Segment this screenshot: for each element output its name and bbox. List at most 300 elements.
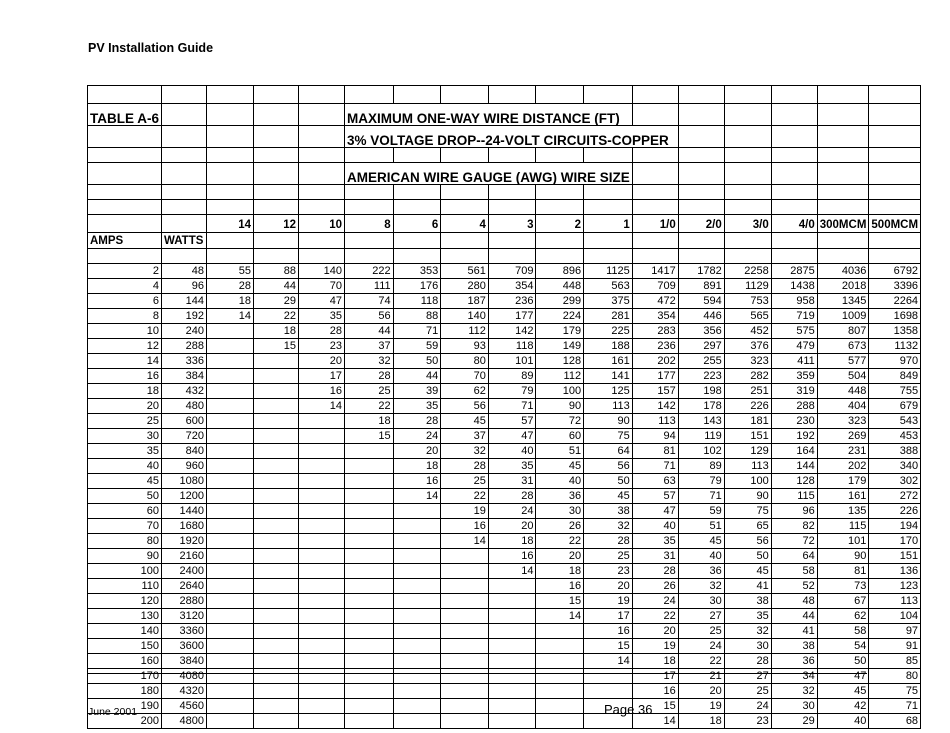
distance-cell <box>207 669 254 684</box>
distance-cell: 71 <box>869 699 921 714</box>
table-row <box>88 699 921 714</box>
distance-cell: 80 <box>441 354 489 369</box>
distance-cell: 22 <box>345 399 394 414</box>
distance-cell <box>207 414 254 429</box>
distance-cell: 29 <box>254 294 299 309</box>
distance-cell: 251 <box>724 384 771 399</box>
table-row <box>88 369 921 384</box>
gauge-header-row <box>88 215 921 233</box>
distance-cell: 179 <box>817 474 869 489</box>
distance-cell: 56 <box>345 309 394 324</box>
distance-cell: 452 <box>724 324 771 339</box>
distance-cell: 112 <box>536 369 584 384</box>
gauge-header-cell: 4 <box>441 215 489 233</box>
distance-cell <box>488 714 536 729</box>
distance-cell <box>254 399 299 414</box>
watts-cell: 96 <box>162 279 207 294</box>
distance-cell <box>488 699 536 714</box>
distance-cell: 97 <box>869 624 921 639</box>
distance-cell: 45 <box>536 459 584 474</box>
distance-cell: 47 <box>817 669 869 684</box>
distance-cell: 119 <box>678 429 724 444</box>
distance-cell <box>393 519 441 534</box>
distance-cell <box>345 474 394 489</box>
document-header: PV Installation Guide <box>88 41 214 55</box>
distance-cell: 28 <box>724 654 771 669</box>
distance-cell <box>441 639 489 654</box>
distance-cell <box>299 684 345 699</box>
distance-cell: 56 <box>441 399 489 414</box>
distance-cell: 54 <box>817 639 869 654</box>
distance-cell <box>207 339 254 354</box>
distance-cell <box>207 444 254 459</box>
distance-cell: 22 <box>536 534 584 549</box>
table-subtitle: 3% VOLTAGE DROP--24-VOLT CIRCUITS-COPPER <box>345 126 679 148</box>
distance-cell <box>254 354 299 369</box>
amps-cell: 100 <box>88 564 162 579</box>
watts-cell: 1440 <box>162 504 207 519</box>
table-row <box>88 594 921 609</box>
watts-cell: 4560 <box>162 699 207 714</box>
distance-cell: 32 <box>678 579 724 594</box>
distance-cell: 143 <box>678 414 724 429</box>
distance-cell: 118 <box>488 339 536 354</box>
distance-cell: 24 <box>632 594 678 609</box>
distance-cell: 88 <box>393 309 441 324</box>
table-row <box>88 549 921 564</box>
distance-cell: 283 <box>632 324 678 339</box>
distance-cell: 140 <box>441 309 489 324</box>
distance-cell: 281 <box>584 309 633 324</box>
table-row <box>88 624 921 639</box>
gauge-header-cell: 2/0 <box>678 215 724 233</box>
distance-cell: 111 <box>345 279 394 294</box>
distance-cell: 115 <box>817 519 869 534</box>
distance-cell <box>345 564 394 579</box>
amps-cell: 110 <box>88 579 162 594</box>
distance-cell: 27 <box>678 609 724 624</box>
distance-cell: 178 <box>678 399 724 414</box>
distance-cell: 202 <box>817 459 869 474</box>
distance-cell: 142 <box>632 399 678 414</box>
distance-cell <box>393 669 441 684</box>
table-row <box>88 579 921 594</box>
table-title: MAXIMUM ONE-WAY WIRE DISTANCE (FT) <box>345 104 633 126</box>
distance-cell <box>584 669 633 684</box>
distance-cell: 141 <box>584 369 633 384</box>
distance-cell <box>345 549 394 564</box>
distance-cell: 479 <box>771 339 817 354</box>
amps-header: AMPS <box>88 233 162 249</box>
distance-cell: 80 <box>869 669 921 684</box>
distance-cell: 170 <box>869 534 921 549</box>
distance-cell: 36 <box>771 654 817 669</box>
distance-cell: 37 <box>441 429 489 444</box>
distance-cell: 472 <box>632 294 678 309</box>
distance-cell: 128 <box>536 354 584 369</box>
distance-cell <box>254 534 299 549</box>
distance-cell: 22 <box>441 489 489 504</box>
distance-cell <box>254 414 299 429</box>
distance-cell: 81 <box>817 564 869 579</box>
distance-cell: 15 <box>584 639 633 654</box>
amps-cell: 40 <box>88 459 162 474</box>
distance-cell: 74 <box>345 294 394 309</box>
gauge-header-cell: 2 <box>536 215 584 233</box>
distance-cell <box>254 549 299 564</box>
distance-cell: 24 <box>488 504 536 519</box>
distance-cell: 25 <box>724 684 771 699</box>
gauge-header-cell: 1 <box>584 215 633 233</box>
distance-cell: 446 <box>678 309 724 324</box>
distance-cell <box>254 624 299 639</box>
distance-cell: 118 <box>393 294 441 309</box>
watts-cell: 288 <box>162 339 207 354</box>
distance-cell: 282 <box>724 369 771 384</box>
distance-cell: 179 <box>536 324 584 339</box>
watts-cell: 720 <box>162 429 207 444</box>
distance-cell: 18 <box>678 714 724 729</box>
distance-cell: 37 <box>345 339 394 354</box>
watts-cell: 3840 <box>162 654 207 669</box>
distance-cell <box>345 684 394 699</box>
distance-cell: 94 <box>632 429 678 444</box>
distance-cell: 35 <box>632 534 678 549</box>
distance-cell: 28 <box>299 324 345 339</box>
table-row <box>88 639 921 654</box>
distance-cell: 59 <box>678 504 724 519</box>
table-row <box>88 324 921 339</box>
distance-cell <box>254 579 299 594</box>
distance-cell <box>536 654 584 669</box>
distance-cell: 71 <box>678 489 724 504</box>
distance-cell <box>254 489 299 504</box>
distance-cell: 20 <box>299 354 345 369</box>
distance-cell: 187 <box>441 294 489 309</box>
distance-cell: 323 <box>817 414 869 429</box>
distance-cell <box>299 549 345 564</box>
distance-cell: 51 <box>536 444 584 459</box>
distance-cell: 359 <box>771 369 817 384</box>
distance-cell: 40 <box>632 519 678 534</box>
distance-cell: 45 <box>678 534 724 549</box>
distance-cell: 68 <box>869 714 921 729</box>
distance-cell: 21 <box>678 669 724 684</box>
amps-cell: 10 <box>88 324 162 339</box>
distance-cell: 93 <box>441 339 489 354</box>
distance-cell: 81 <box>632 444 678 459</box>
distance-cell: 45 <box>584 489 633 504</box>
distance-cell: 40 <box>536 474 584 489</box>
distance-cell: 50 <box>584 474 633 489</box>
distance-cell: 411 <box>771 354 817 369</box>
distance-cell: 71 <box>393 324 441 339</box>
distance-cell: 16 <box>393 474 441 489</box>
distance-cell: 2018 <box>817 279 869 294</box>
amps-cell: 50 <box>88 489 162 504</box>
distance-cell <box>393 699 441 714</box>
distance-cell: 19 <box>441 504 489 519</box>
distance-cell: 14 <box>393 489 441 504</box>
distance-cell: 255 <box>678 354 724 369</box>
watts-cell: 1200 <box>162 489 207 504</box>
table-row <box>88 429 921 444</box>
distance-cell: 96 <box>771 504 817 519</box>
distance-cell <box>441 609 489 624</box>
distance-cell: 563 <box>584 279 633 294</box>
distance-cell: 18 <box>488 534 536 549</box>
distance-cell: 453 <box>869 429 921 444</box>
distance-cell: 719 <box>771 309 817 324</box>
distance-cell <box>207 534 254 549</box>
distance-cell: 50 <box>724 549 771 564</box>
distance-cell: 18 <box>254 324 299 339</box>
distance-cell <box>488 639 536 654</box>
distance-cell: 16 <box>536 579 584 594</box>
amps-cell: 30 <box>88 429 162 444</box>
distance-cell <box>488 654 536 669</box>
distance-cell: 6792 <box>869 264 921 279</box>
distance-cell: 14 <box>299 399 345 414</box>
distance-cell: 128 <box>771 474 817 489</box>
distance-cell: 72 <box>536 414 584 429</box>
distance-cell <box>345 714 394 729</box>
distance-cell: 36 <box>536 489 584 504</box>
distance-cell <box>345 459 394 474</box>
distance-cell: 100 <box>724 474 771 489</box>
distance-cell: 22 <box>678 654 724 669</box>
distance-cell: 28 <box>584 534 633 549</box>
footer-date: June 2001 <box>88 706 138 718</box>
distance-cell <box>207 579 254 594</box>
distance-cell: 1358 <box>869 324 921 339</box>
distance-cell: 91 <box>869 639 921 654</box>
distance-cell: 17 <box>299 369 345 384</box>
distance-cell: 44 <box>393 369 441 384</box>
distance-cell: 25 <box>584 549 633 564</box>
distance-cell <box>299 654 345 669</box>
distance-cell: 32 <box>584 519 633 534</box>
distance-cell: 20 <box>393 444 441 459</box>
distance-cell: 70 <box>299 279 345 294</box>
distance-cell: 755 <box>869 384 921 399</box>
distance-cell <box>393 579 441 594</box>
amps-cell: 60 <box>88 504 162 519</box>
distance-cell: 142 <box>488 324 536 339</box>
distance-cell: 35 <box>724 609 771 624</box>
distance-cell: 85 <box>869 654 921 669</box>
table-row <box>88 294 921 309</box>
distance-cell <box>254 714 299 729</box>
table-row <box>88 504 921 519</box>
distance-cell <box>207 714 254 729</box>
distance-cell <box>207 549 254 564</box>
distance-cell: 354 <box>632 309 678 324</box>
distance-cell: 231 <box>817 444 869 459</box>
distance-cell <box>345 519 394 534</box>
table-row <box>88 684 921 699</box>
distance-cell <box>345 624 394 639</box>
distance-cell: 73 <box>817 579 869 594</box>
distance-cell: 17 <box>584 609 633 624</box>
distance-cell: 100 <box>536 384 584 399</box>
distance-cell: 19 <box>584 594 633 609</box>
distance-cell: 192 <box>771 429 817 444</box>
amps-cell: 120 <box>88 594 162 609</box>
distance-cell <box>488 609 536 624</box>
distance-cell: 60 <box>536 429 584 444</box>
distance-cell <box>345 504 394 519</box>
distance-cell: 57 <box>488 414 536 429</box>
distance-cell: 161 <box>584 354 633 369</box>
distance-cell <box>345 654 394 669</box>
distance-cell: 20 <box>632 624 678 639</box>
distance-cell <box>207 489 254 504</box>
distance-cell <box>207 354 254 369</box>
table-row <box>88 669 921 684</box>
distance-cell: 34 <box>771 669 817 684</box>
distance-cell <box>345 534 394 549</box>
distance-cell: 24 <box>724 699 771 714</box>
gauge-header-cell: 6 <box>393 215 441 233</box>
distance-cell: 25 <box>441 474 489 489</box>
distance-cell: 222 <box>345 264 394 279</box>
distance-cell: 1009 <box>817 309 869 324</box>
distance-cell: 20 <box>678 684 724 699</box>
table-row <box>88 399 921 414</box>
distance-cell <box>299 699 345 714</box>
gauge-header-cell: 10 <box>299 215 345 233</box>
distance-cell <box>536 669 584 684</box>
distance-cell: 45 <box>817 684 869 699</box>
distance-cell: 236 <box>632 339 678 354</box>
distance-cell: 1129 <box>724 279 771 294</box>
distance-cell <box>207 504 254 519</box>
distance-cell: 404 <box>817 399 869 414</box>
distance-cell <box>488 579 536 594</box>
distance-cell: 112 <box>441 324 489 339</box>
distance-cell: 1438 <box>771 279 817 294</box>
distance-cell: 67 <box>817 594 869 609</box>
distance-cell: 89 <box>488 369 536 384</box>
distance-cell <box>254 474 299 489</box>
distance-cell: 75 <box>584 429 633 444</box>
distance-cell: 226 <box>724 399 771 414</box>
distance-cell: 849 <box>869 369 921 384</box>
watts-cell: 840 <box>162 444 207 459</box>
gauge-header-cell: 1/0 <box>632 215 678 233</box>
distance-cell: 161 <box>817 489 869 504</box>
distance-cell: 50 <box>817 654 869 669</box>
distance-cell <box>207 474 254 489</box>
distance-cell: 561 <box>441 264 489 279</box>
distance-cell <box>254 654 299 669</box>
distance-cell: 30 <box>536 504 584 519</box>
distance-cell: 40 <box>488 444 536 459</box>
distance-cell <box>393 714 441 729</box>
table-row <box>88 564 921 579</box>
distance-cell: 14 <box>488 564 536 579</box>
distance-cell <box>207 324 254 339</box>
distance-cell <box>393 534 441 549</box>
distance-cell: 35 <box>488 459 536 474</box>
distance-cell: 48 <box>771 594 817 609</box>
amps-cell: 190 <box>88 699 162 714</box>
watts-cell: 1080 <box>162 474 207 489</box>
distance-cell: 164 <box>771 444 817 459</box>
distance-cell: 376 <box>724 339 771 354</box>
distance-cell <box>441 564 489 579</box>
distance-cell: 679 <box>869 399 921 414</box>
distance-cell: 223 <box>678 369 724 384</box>
distance-cell: 2264 <box>869 294 921 309</box>
page-number: Page 36 <box>604 702 653 717</box>
distance-cell <box>207 429 254 444</box>
distance-cell <box>441 624 489 639</box>
watts-cell: 480 <box>162 399 207 414</box>
amps-cell: 12 <box>88 339 162 354</box>
distance-cell: 38 <box>771 639 817 654</box>
distance-cell: 323 <box>724 354 771 369</box>
distance-cell: 51 <box>678 519 724 534</box>
distance-cell: 58 <box>817 624 869 639</box>
distance-cell: 543 <box>869 414 921 429</box>
distance-cell: 17 <box>632 669 678 684</box>
watts-cell: 2880 <box>162 594 207 609</box>
distance-cell <box>393 549 441 564</box>
distance-cell: 15 <box>632 699 678 714</box>
amps-cell: 16 <box>88 369 162 384</box>
amps-cell: 8 <box>88 309 162 324</box>
distance-cell <box>254 639 299 654</box>
table-row <box>88 339 921 354</box>
distance-cell: 32 <box>441 444 489 459</box>
distance-cell: 709 <box>488 264 536 279</box>
distance-cell: 1782 <box>678 264 724 279</box>
distance-cell: 16 <box>299 384 345 399</box>
distance-cell: 198 <box>678 384 724 399</box>
distance-cell: 31 <box>632 549 678 564</box>
watts-cell: 3360 <box>162 624 207 639</box>
gauge-header-cell: 500MCM <box>869 215 921 233</box>
distance-cell <box>488 684 536 699</box>
amps-cell: 200 <box>88 714 162 729</box>
table-row <box>88 264 921 279</box>
distance-cell: 151 <box>869 549 921 564</box>
table-row <box>88 384 921 399</box>
distance-cell <box>299 414 345 429</box>
watts-cell: 144 <box>162 294 207 309</box>
distance-cell: 2875 <box>771 264 817 279</box>
distance-cell: 45 <box>441 414 489 429</box>
watts-cell: 4800 <box>162 714 207 729</box>
distance-cell <box>299 429 345 444</box>
distance-cell <box>207 459 254 474</box>
distance-cell: 18 <box>632 654 678 669</box>
watts-cell: 1680 <box>162 519 207 534</box>
table-row <box>88 609 921 624</box>
distance-cell: 90 <box>724 489 771 504</box>
distance-cell: 62 <box>441 384 489 399</box>
distance-cell: 14 <box>584 654 633 669</box>
distance-cell: 30 <box>724 639 771 654</box>
distance-cell <box>207 564 254 579</box>
distance-cell <box>345 444 394 459</box>
distance-cell <box>299 519 345 534</box>
distance-cell: 70 <box>441 369 489 384</box>
distance-cell: 575 <box>771 324 817 339</box>
amps-cell: 80 <box>88 534 162 549</box>
